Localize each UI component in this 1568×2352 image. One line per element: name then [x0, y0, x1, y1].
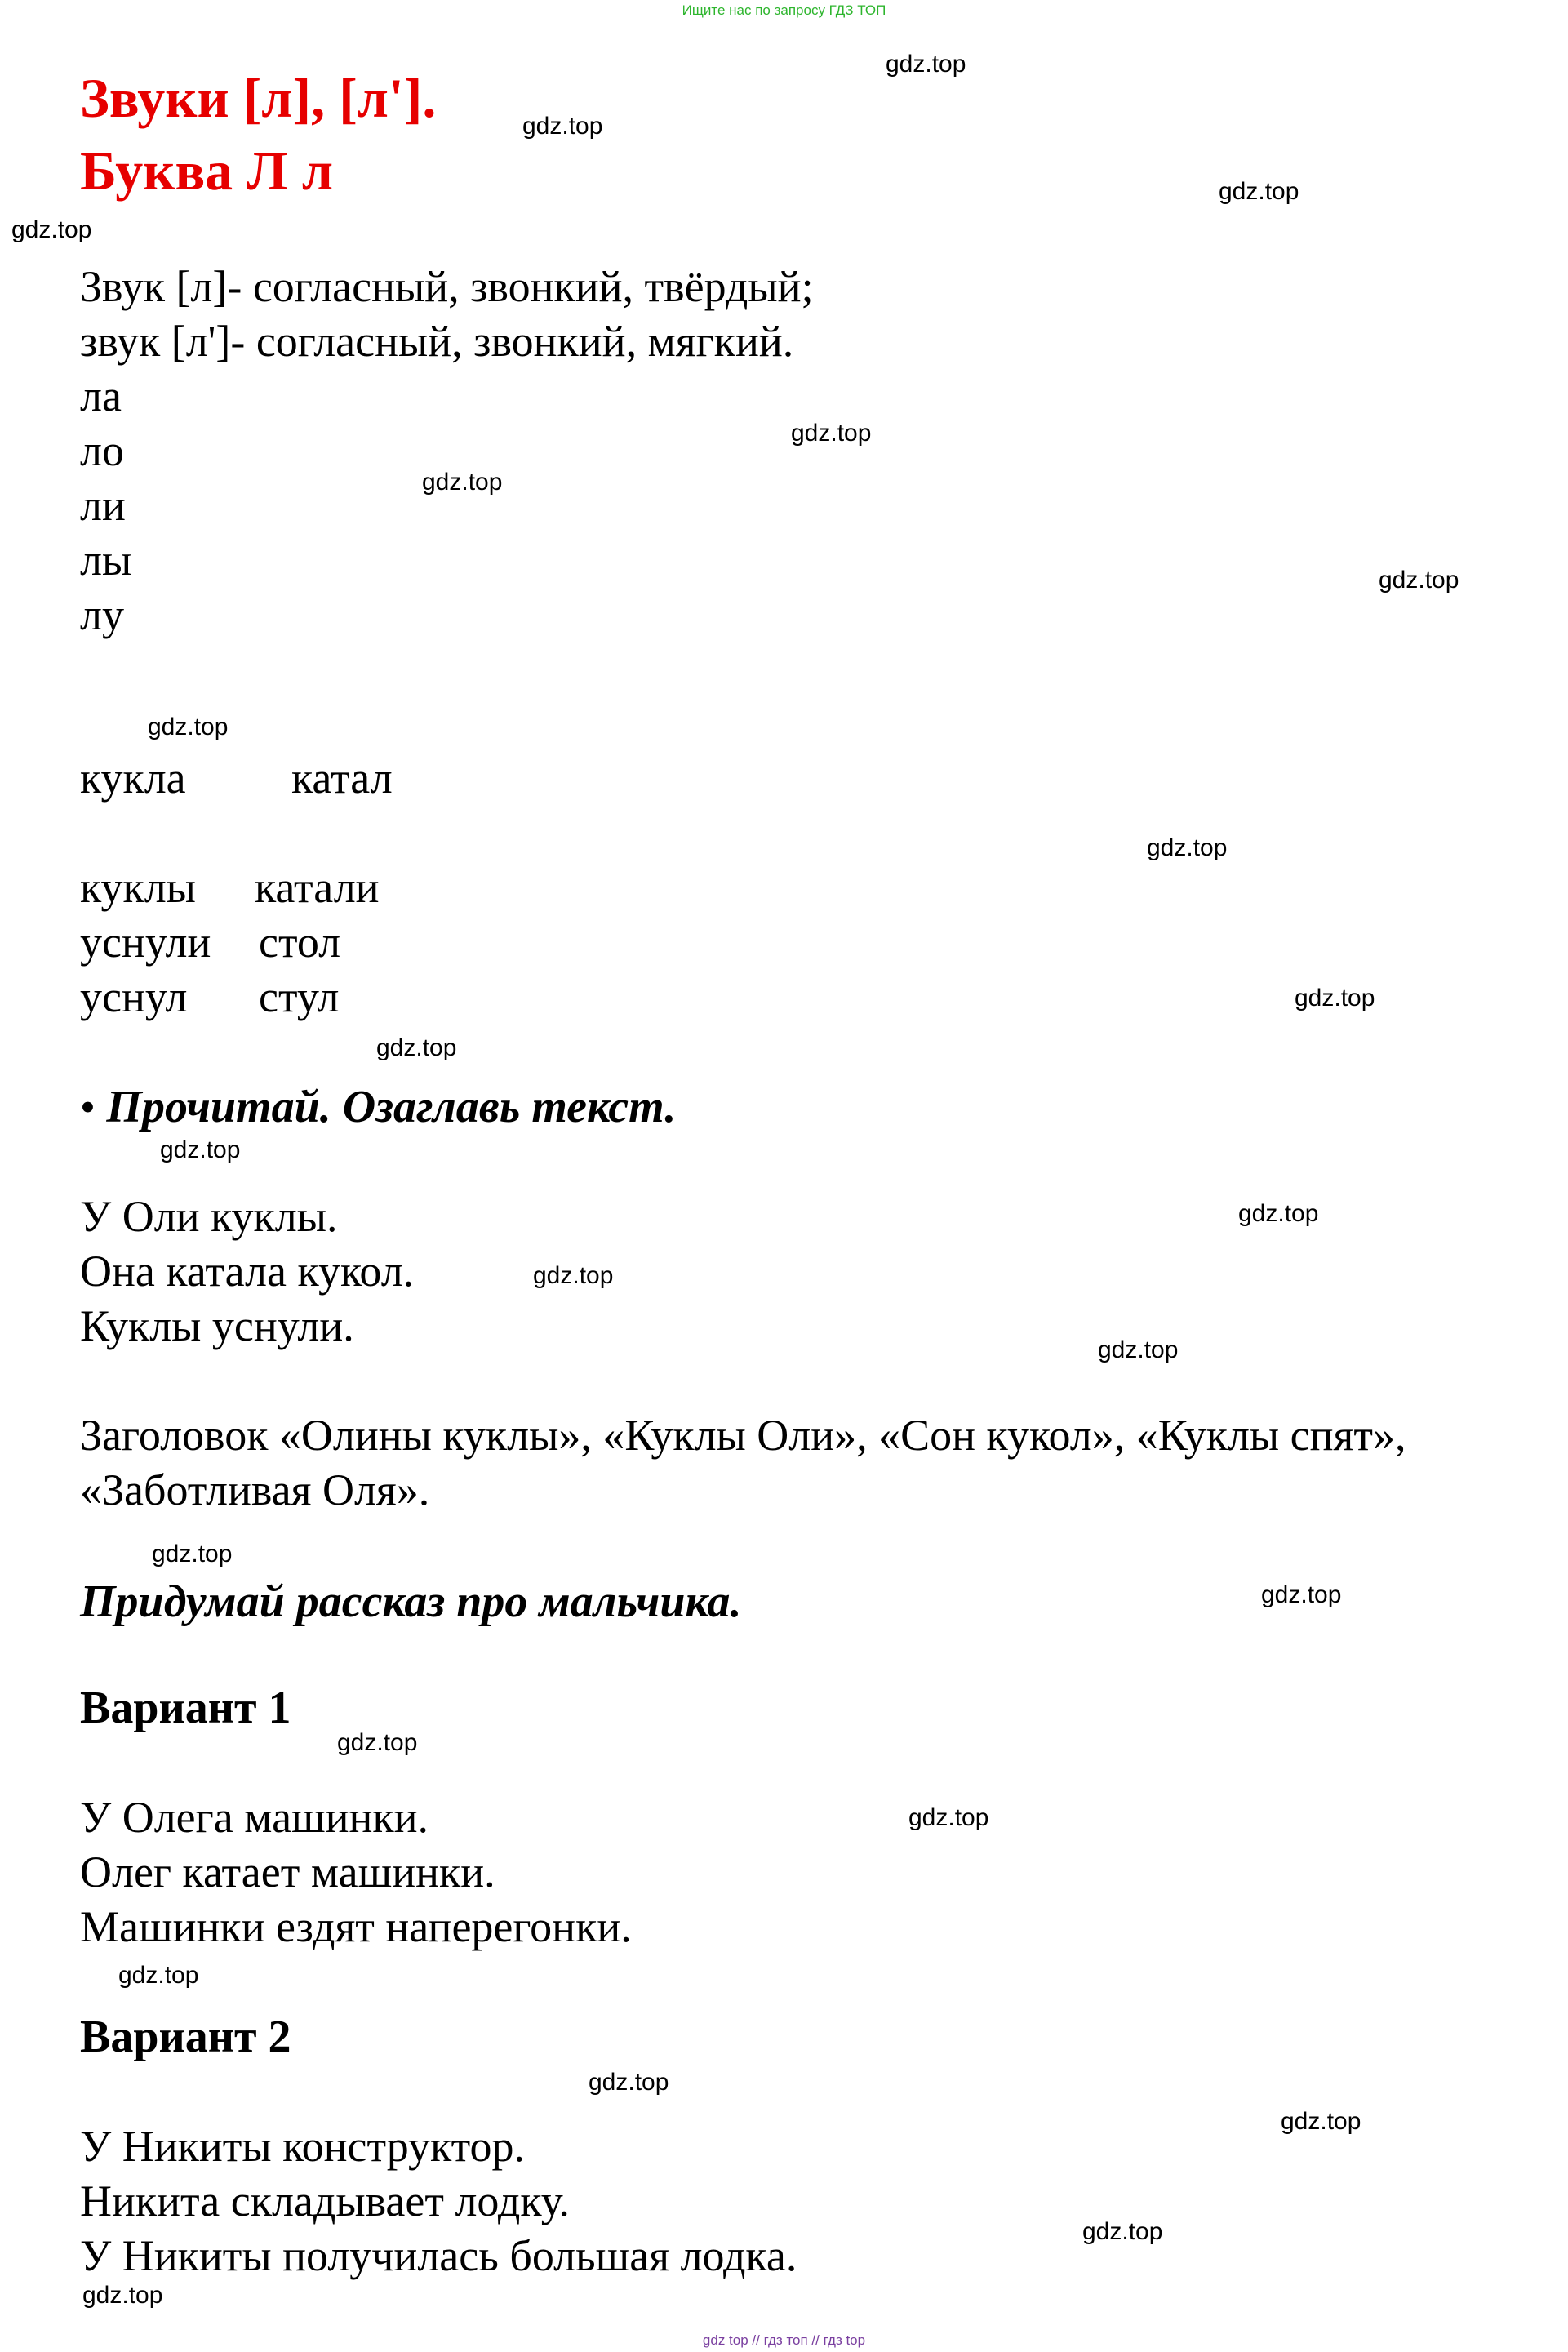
task-make-story: Придумай рассказ про мальчика. [80, 1576, 742, 1627]
variant-2-line: У Никиты конструктор. [80, 2122, 525, 2171]
watermark: gdz.top [11, 216, 92, 243]
variant-1-heading: Вариант 1 [80, 1683, 291, 1733]
variant-2-line: Никита складывает лодку. [80, 2176, 570, 2225]
word-pairs-right [259, 915, 340, 1025]
sound-hard-line: Звук [л]- согласный, звонкий, твёрдый; [80, 262, 814, 311]
titles-answer-line: Заголовок «Олины куклы», «Куклы Оли», «Сон кукол», «Куклы спят», [80, 1411, 1406, 1460]
variant-2-text [80, 2119, 797, 2283]
word-left: куклы [80, 863, 196, 912]
word-right: стул [259, 972, 340, 1021]
watermark: gdz.top [152, 1541, 233, 1567]
search-banner[interactable]: Ищите нас по запросу ГДЗ ТОП [682, 2, 886, 18]
watermark: gdz.top [422, 469, 503, 496]
watermark: gdz.top [1098, 1336, 1179, 1363]
variant-1-line: Олег катает машинки. [80, 1847, 495, 1896]
watermark: gdz.top [589, 2069, 669, 2096]
footer-links[interactable]: gdz top // гдз топ // гдз top [702, 2332, 866, 2348]
watermark: gdz.top [376, 1034, 457, 1061]
watermark: gdz.top [82, 2282, 163, 2309]
watermark: gdz.top [1379, 567, 1459, 594]
variant-1-line: Машинки ездят наперегонки. [80, 1902, 632, 1951]
task-read-title-text: Прочитай. Озаглавь текст. [106, 1082, 677, 1132]
watermark: gdz.top [522, 113, 603, 140]
syllable-item: ли [80, 481, 126, 530]
watermark: gdz.top [886, 51, 966, 78]
syllable-item: ла [80, 371, 122, 420]
variant-2-heading: Вариант 2 [80, 2012, 291, 2062]
word-left: уснул [80, 972, 188, 1021]
watermark: gdz.top [791, 420, 872, 447]
word-pairs-left [80, 860, 211, 1025]
watermark: gdz.top [908, 1804, 989, 1831]
word-left: уснули [80, 918, 211, 967]
syllable-item: ло [80, 426, 124, 475]
page-title-line-1: Звуки [л], [л']. [80, 67, 437, 129]
page-title-line-2: Буква Л л [80, 140, 333, 202]
word-right: катали [255, 863, 380, 912]
word-right: катал [291, 754, 393, 803]
watermark: gdz.top [1261, 1581, 1342, 1608]
task-read-title [80, 1080, 676, 1135]
story-line: Куклы уснули. [80, 1301, 354, 1350]
syllable-item: лы [80, 536, 132, 585]
watermark: gdz.top [533, 1262, 614, 1289]
story-line: У Оли куклы. [80, 1192, 338, 1241]
story-text [80, 1189, 414, 1354]
watermark: gdz.top [1238, 1200, 1319, 1227]
watermark: gdz.top [1147, 834, 1228, 861]
variant-1-text [80, 1790, 632, 1954]
watermark: gdz.top [118, 1962, 199, 1989]
watermark: gdz.top [160, 1136, 241, 1163]
sound-soft-line: звук [л']- согласный, звонкий, мягкий. [80, 317, 794, 366]
word-pairs-right [255, 860, 380, 915]
titles-answer-line: «Заботливая Оля». [80, 1465, 430, 1514]
sound-description [80, 260, 814, 369]
variant-1-line: У Олега машинки. [80, 1793, 429, 1842]
story-line: Она катала кукол. [80, 1247, 415, 1296]
watermark: gdz.top [1219, 178, 1299, 205]
watermark: gdz.top [337, 1729, 418, 1756]
word-right: стол [259, 918, 341, 967]
syllable-list [80, 369, 131, 642]
titles-answer [80, 1408, 1406, 1518]
watermark: gdz.top [1295, 985, 1375, 1011]
bullet: • [80, 1083, 96, 1132]
syllable-item: лу [80, 590, 124, 639]
watermark: gdz.top [1082, 2218, 1163, 2245]
watermark: gdz.top [148, 714, 229, 740]
variant-2-line: У Никиты получилась большая лодка. [80, 2231, 797, 2280]
word-left: кукла [80, 754, 186, 803]
watermark: gdz.top [1281, 2108, 1361, 2135]
